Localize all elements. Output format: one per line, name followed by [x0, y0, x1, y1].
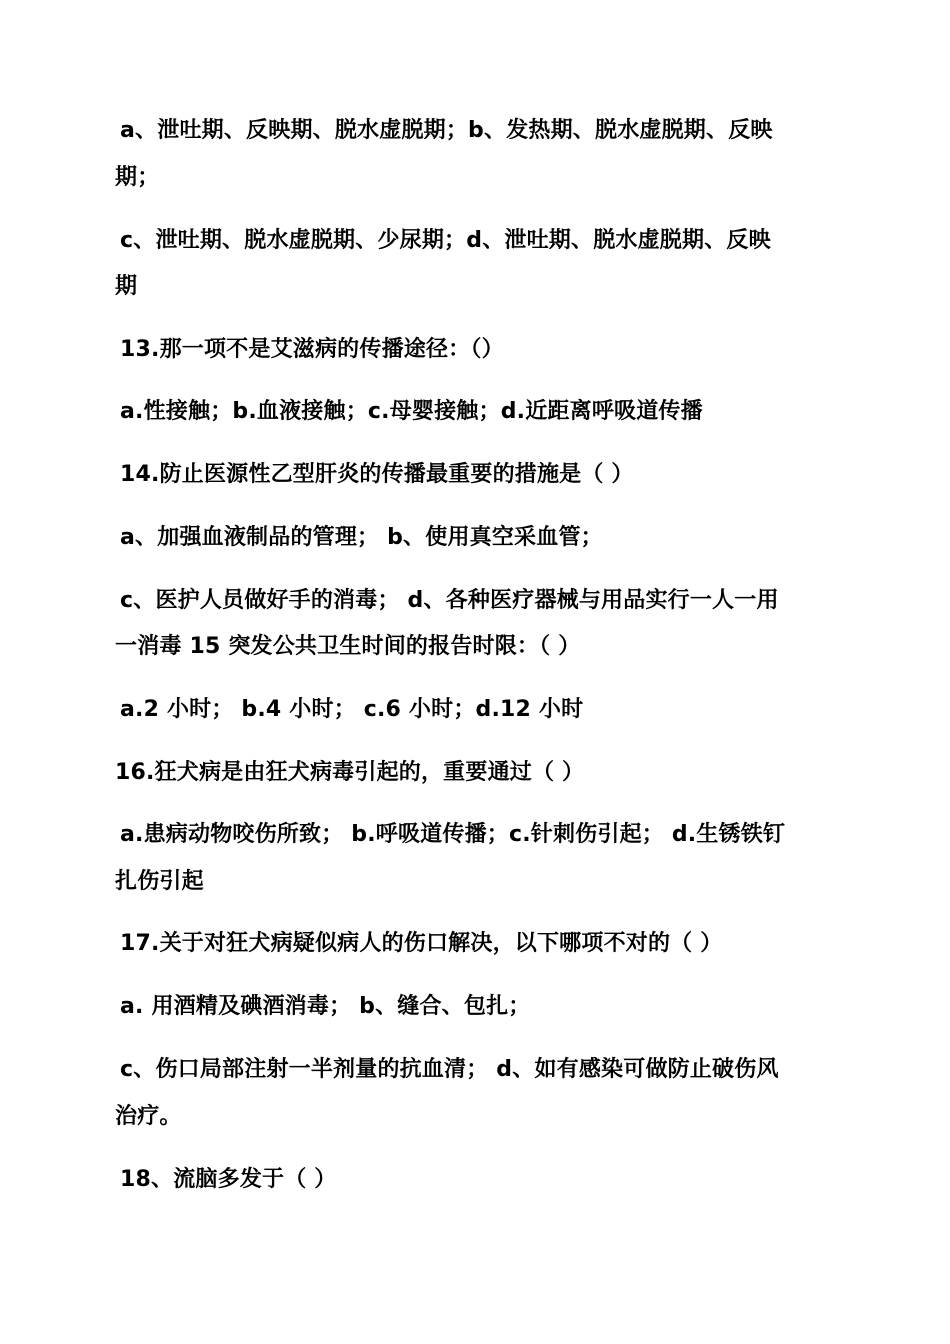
options-17-cont: 治疗。	[115, 1104, 182, 1129]
option-line-12-cd-cont: 期	[115, 274, 138, 299]
question-13: 13.那一项不是艾滋病的传播途径：（）	[120, 337, 504, 362]
options-16-cont: 扎伤引起	[115, 869, 204, 894]
options-14-ab: a、加强血液制品的管理； b、使用真空采血管；	[120, 525, 603, 550]
options-14-cd: c、医护人员做好手的消毒； d、各种医疗器械与用品实行一人一用	[120, 588, 779, 613]
option-line-12-ab: a、泄吐期、反映期、脱水虚脱期；b、发热期、脱水虚脱期、反映	[120, 118, 773, 143]
question-17: 17.关于对狂犬病疑似病人的伤口解决，以下哪项不对的（ ）	[120, 931, 723, 956]
option-line-12-ab-cont: 期；	[115, 165, 160, 190]
question-16: 16.狂犬病是由狂犬病毒引起的，重要通过（ ）	[115, 760, 585, 785]
option-line-12-cd: c、泄吐期、脱水虚脱期、少尿期；d、泄吐期、脱水虚脱期、反映	[120, 228, 771, 253]
question-14: 14.防止医源性乙型肝炎的传播最重要的措施是（ ）	[120, 462, 634, 487]
options-13: a.性接触；b.血液接触；c.母婴接触；d.近距离呼吸道传播	[120, 399, 703, 424]
options-17-ab: a. 用酒精及碘酒消毒； b、缝合、包扎；	[120, 994, 531, 1019]
question-15: 一消毒 15 突发公共卫生时间的报告时限：（ ）	[115, 634, 581, 659]
options-15: a.2 小时； b.4 小时； c.6 小时；d.12 小时	[120, 697, 584, 722]
options-17-cd: c、伤口局部注射一半剂量的抗血清； d、如有感染可做防止破伤风	[120, 1057, 779, 1082]
options-16: a.患病动物咬伤所致； b.呼吸道传播；c.针刺伤引起； d.生锈铁钉	[120, 822, 786, 847]
question-18: 18、流脑多发于（ ）	[120, 1167, 337, 1192]
